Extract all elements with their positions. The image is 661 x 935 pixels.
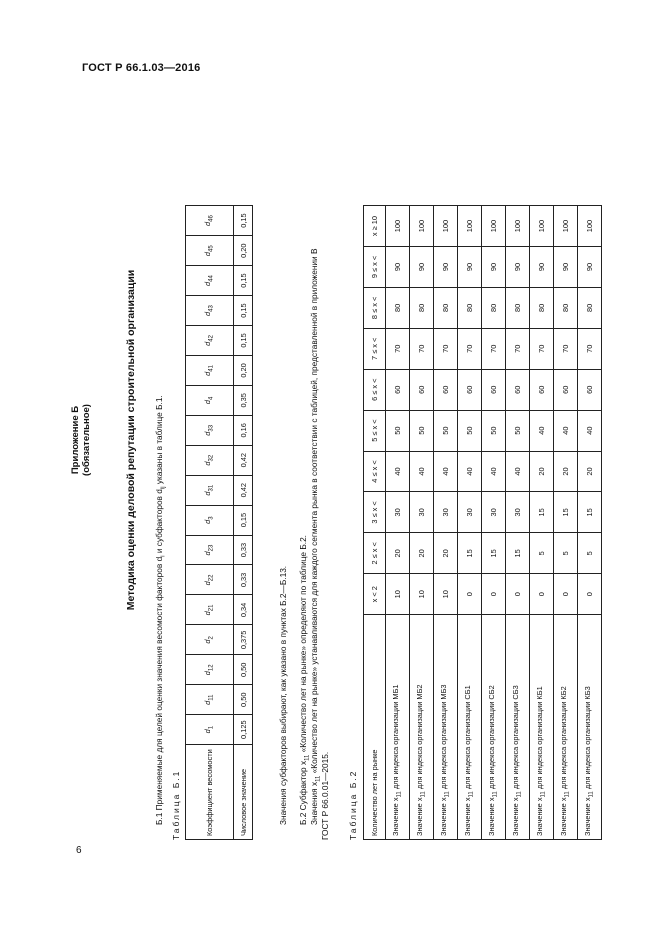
- table2-value-cell: 80: [578, 287, 602, 328]
- table1-value-cell: 0,15: [234, 266, 253, 296]
- table1-value-cell: 0,375: [234, 625, 253, 655]
- table2-value-cell: 10: [434, 574, 458, 615]
- table1-value-cell: 0,42: [234, 445, 253, 475]
- table2-value-cell: 100: [410, 206, 434, 247]
- table1-header-cell: $d_{12}$: [186, 655, 234, 685]
- table1-header-cell: $d_{41}$: [186, 355, 234, 385]
- page-number: 6: [76, 845, 82, 856]
- table2-value-cell: 40: [530, 410, 554, 451]
- table2-header-cell: 3 ≤ x <: [364, 492, 386, 533]
- table2-value-cell: 5: [578, 533, 602, 574]
- table1-header-cell: $d_{23}$: [186, 535, 234, 565]
- table2-value-cell: 70: [410, 328, 434, 369]
- table2-value-cell: 40: [386, 451, 410, 492]
- table2-value-cell: 15: [458, 533, 482, 574]
- table2-value-cell: 70: [386, 328, 410, 369]
- table1-row1-label: Коэффициент весомости: [186, 745, 234, 840]
- table1-header-cell: $d_{45}$: [186, 236, 234, 266]
- table2-value-cell: 70: [482, 328, 506, 369]
- table1-header-cell: $d_3$: [186, 505, 234, 535]
- paragraph-b2: Б.2 Субфактор $x_{11}$ «Количество лет на рынке» определяют по таблице Б.2.: [298, 535, 311, 825]
- table2-value-cell: 30: [482, 492, 506, 533]
- table-row: [434, 206, 458, 840]
- table2-header-cell: 4 ≤ x <: [364, 451, 386, 492]
- table-row: [458, 206, 482, 840]
- table2-value-cell: 100: [386, 206, 410, 247]
- table-row: [506, 206, 530, 840]
- table2-value-cell: 10: [410, 574, 434, 615]
- table2-row-label: Значение $x_{11}$ для индекса организации СБ1: [458, 615, 482, 840]
- table2-value-cell: 60: [434, 369, 458, 410]
- table1-row2-label: Числовое значение: [234, 745, 253, 840]
- table1-header-cell: $d_{32}$: [186, 445, 234, 475]
- table1-value-cell: 0,50: [234, 685, 253, 715]
- table1-value-cell: 0,34: [234, 595, 253, 625]
- table1-header-cell: $d_{44}$: [186, 266, 234, 296]
- table2-value-cell: 80: [410, 287, 434, 328]
- table2-value-cell: 100: [530, 206, 554, 247]
- table2-value-cell: 40: [578, 410, 602, 451]
- table1-value-cell: 0,20: [234, 355, 253, 385]
- table2-value-cell: 100: [434, 206, 458, 247]
- table2-value-cell: 20: [386, 533, 410, 574]
- table2-value-cell: 60: [410, 369, 434, 410]
- table2-value-cell: 70: [458, 328, 482, 369]
- table1-value-cell: 0,35: [234, 385, 253, 415]
- table2-value-cell: 70: [554, 328, 578, 369]
- table2-value-cell: 40: [458, 451, 482, 492]
- table2-value-cell: 90: [410, 247, 434, 288]
- table2-value-cell: 60: [458, 369, 482, 410]
- table2-value-cell: 50: [386, 410, 410, 451]
- table2-value-cell: 0: [530, 574, 554, 615]
- table2-value-cell: 0: [554, 574, 578, 615]
- table1-header-cell: $d_{31}$: [186, 475, 234, 505]
- table2-caption: Таблица Б.2: [348, 769, 358, 840]
- table2-value-cell: 30: [410, 492, 434, 533]
- table2-value-cell: 70: [434, 328, 458, 369]
- table2-value-cell: 0: [578, 574, 602, 615]
- table2-value-cell: 30: [506, 492, 530, 533]
- table2-row-label: Значение $x_{11}$ для индекса организации КБ2: [554, 615, 578, 840]
- table2-value-cell: 50: [410, 410, 434, 451]
- table1-header-cell: $d_1$: [186, 715, 234, 745]
- table1-caption: Таблица Б.1: [171, 769, 181, 840]
- table2-value-cell: 100: [578, 206, 602, 247]
- table1-value-row: [234, 206, 253, 840]
- table2-value-cell: 5: [554, 533, 578, 574]
- table1-header-cell: $d_{11}$: [186, 685, 234, 715]
- table2-value-cell: 70: [578, 328, 602, 369]
- table2-value-cell: 20: [434, 533, 458, 574]
- paragraph-b2-values: Значения $x_{11}$ «Количество лет на рынке» устанавливаются для каждого сегмента рынка в соответствии с таблицей, представленной в приложении В: [309, 248, 322, 825]
- table2-header-cell: 8 ≤ x <: [364, 287, 386, 328]
- table2-header-cell: 9 ≤ x <: [364, 247, 386, 288]
- table1-value-cell: 0,15: [234, 505, 253, 535]
- table1-value-cell: 0,16: [234, 415, 253, 445]
- table1-header-cell: $d_{33}$: [186, 415, 234, 445]
- table2-value-cell: 60: [578, 369, 602, 410]
- table1-header-cell: $d_{43}$: [186, 296, 234, 326]
- table2-value-cell: 80: [554, 287, 578, 328]
- table2-header-label: Количество лет на рынке: [364, 615, 386, 840]
- appendix-heading: Методика оценки деловой репутации строительной организации: [125, 269, 137, 611]
- table-row: [578, 206, 602, 840]
- table1-value-cell: 0,125: [234, 715, 253, 745]
- table1-value-cell: 0,15: [234, 326, 253, 356]
- table2-value-cell: 100: [554, 206, 578, 247]
- table2-header-cell: x < 2: [364, 574, 386, 615]
- table-b1: [185, 205, 253, 840]
- paragraph-b2-reference: ГОСТ Р 66.0.01—2015.: [320, 751, 330, 840]
- table2-value-cell: 80: [386, 287, 410, 328]
- table2-value-cell: 30: [386, 492, 410, 533]
- table1-value-cell: 0,20: [234, 236, 253, 266]
- table2-header-cell: 2 ≤ x <: [364, 533, 386, 574]
- table2-value-cell: 90: [458, 247, 482, 288]
- table1-header-row: [186, 206, 234, 840]
- table2-header-cell: 7 ≤ x <: [364, 328, 386, 369]
- table2-value-cell: 40: [554, 410, 578, 451]
- table2-header-row: [364, 206, 386, 840]
- table-row: [410, 206, 434, 840]
- table2-value-cell: 90: [578, 247, 602, 288]
- table1-header-cell: $d_{42}$: [186, 326, 234, 356]
- table2-value-cell: 0: [506, 574, 530, 615]
- table2-value-cell: 70: [506, 328, 530, 369]
- table1-value-cell: 0,42: [234, 475, 253, 505]
- table1-value-cell: 0,15: [234, 206, 253, 236]
- table2-value-cell: 70: [530, 328, 554, 369]
- table2-value-cell: 20: [554, 451, 578, 492]
- rotated-page-content: [70, 40, 610, 840]
- table2-value-cell: 80: [434, 287, 458, 328]
- table2-value-cell: 40: [506, 451, 530, 492]
- table-b2: [363, 205, 602, 840]
- table2-value-cell: 90: [386, 247, 410, 288]
- paragraph-b1: Б.1 Применяемые для целей оценки значения весомости факторов $d_i$ и субфакторов $d_{ij}$ указаны в таблице Б.1.: [154, 395, 167, 825]
- appendix-title: Приложение Б: [70, 405, 81, 475]
- appendix-status: (обязательное): [81, 404, 92, 476]
- table2-value-cell: 60: [506, 369, 530, 410]
- table2-value-cell: 90: [434, 247, 458, 288]
- document-header: ГОСТ Р 66.1.03—2016: [82, 62, 201, 74]
- table2-value-cell: 20: [530, 451, 554, 492]
- table2-value-cell: 60: [386, 369, 410, 410]
- table2-value-cell: 15: [482, 533, 506, 574]
- table2-value-cell: 100: [482, 206, 506, 247]
- table1-header-cell: $d_2$: [186, 625, 234, 655]
- table2-header-cell: 5 ≤ x <: [364, 410, 386, 451]
- table2-value-cell: 40: [434, 451, 458, 492]
- table2-row-label: Значение $x_{11}$ для индекса организации КБ1: [530, 615, 554, 840]
- table2-value-cell: 50: [458, 410, 482, 451]
- table2-value-cell: 50: [434, 410, 458, 451]
- table2-value-cell: 50: [506, 410, 530, 451]
- table2-value-cell: 80: [482, 287, 506, 328]
- table2-value-cell: 40: [410, 451, 434, 492]
- table2-row-label: Значение $x_{11}$ для индекса организации МБ1: [386, 615, 410, 840]
- table2-value-cell: 10: [386, 574, 410, 615]
- table2-value-cell: 0: [458, 574, 482, 615]
- table2-value-cell: 20: [410, 533, 434, 574]
- table1-header-cell: $d_{46}$: [186, 206, 234, 236]
- table-row: [530, 206, 554, 840]
- table2-value-cell: 60: [482, 369, 506, 410]
- table1-value-cell: 0,33: [234, 535, 253, 565]
- table1-value-cell: 0,33: [234, 565, 253, 595]
- table2-value-cell: 15: [578, 492, 602, 533]
- table1-header-cell: $d_{21}$: [186, 595, 234, 625]
- table2-row-label: Значение $x_{11}$ для индекса организации СБ2: [482, 615, 506, 840]
- table2-value-cell: 80: [530, 287, 554, 328]
- table2-value-cell: 100: [506, 206, 530, 247]
- table2-value-cell: 90: [482, 247, 506, 288]
- table2-value-cell: 80: [506, 287, 530, 328]
- table2-value-cell: 30: [458, 492, 482, 533]
- table2-row-label: Значение $x_{11}$ для индекса организации МБ3: [434, 615, 458, 840]
- table2-value-cell: 60: [530, 369, 554, 410]
- table2-row-label: Значение $x_{11}$ для индекса организации МБ2: [410, 615, 434, 840]
- table2-value-cell: 80: [458, 287, 482, 328]
- table-row: [554, 206, 578, 840]
- table1-value-cell: 0,50: [234, 655, 253, 685]
- table2-value-cell: 60: [554, 369, 578, 410]
- table2-row-label: Значение $x_{11}$ для индекса организации КБ3: [578, 615, 602, 840]
- table2-value-cell: 40: [482, 451, 506, 492]
- table2-value-cell: 5: [530, 533, 554, 574]
- table2-value-cell: 90: [530, 247, 554, 288]
- table2-value-cell: 20: [578, 451, 602, 492]
- table1-value-cell: 0,15: [234, 296, 253, 326]
- table1-header-cell: $d_4$: [186, 385, 234, 415]
- table2-value-cell: 15: [530, 492, 554, 533]
- table2-value-cell: 30: [434, 492, 458, 533]
- table2-value-cell: 50: [482, 410, 506, 451]
- table2-value-cell: 15: [554, 492, 578, 533]
- table2-header-cell: x ≥ 10: [364, 206, 386, 247]
- table1-header-cell: $d_{22}$: [186, 565, 234, 595]
- table-row: [386, 206, 410, 840]
- table2-value-cell: 90: [554, 247, 578, 288]
- table2-row-label: Значение $x_{11}$ для индекса организации СБ3: [506, 615, 530, 840]
- table-row: [482, 206, 506, 840]
- table2-value-cell: 100: [458, 206, 482, 247]
- table2-value-cell: 90: [506, 247, 530, 288]
- table2-value-cell: 15: [506, 533, 530, 574]
- table2-header-cell: 6 ≤ x <: [364, 369, 386, 410]
- table2-value-cell: 0: [482, 574, 506, 615]
- paragraph-values: Значения субфакторов выбирают, как указано в пунктах Б.2—Б.13.: [278, 565, 288, 825]
